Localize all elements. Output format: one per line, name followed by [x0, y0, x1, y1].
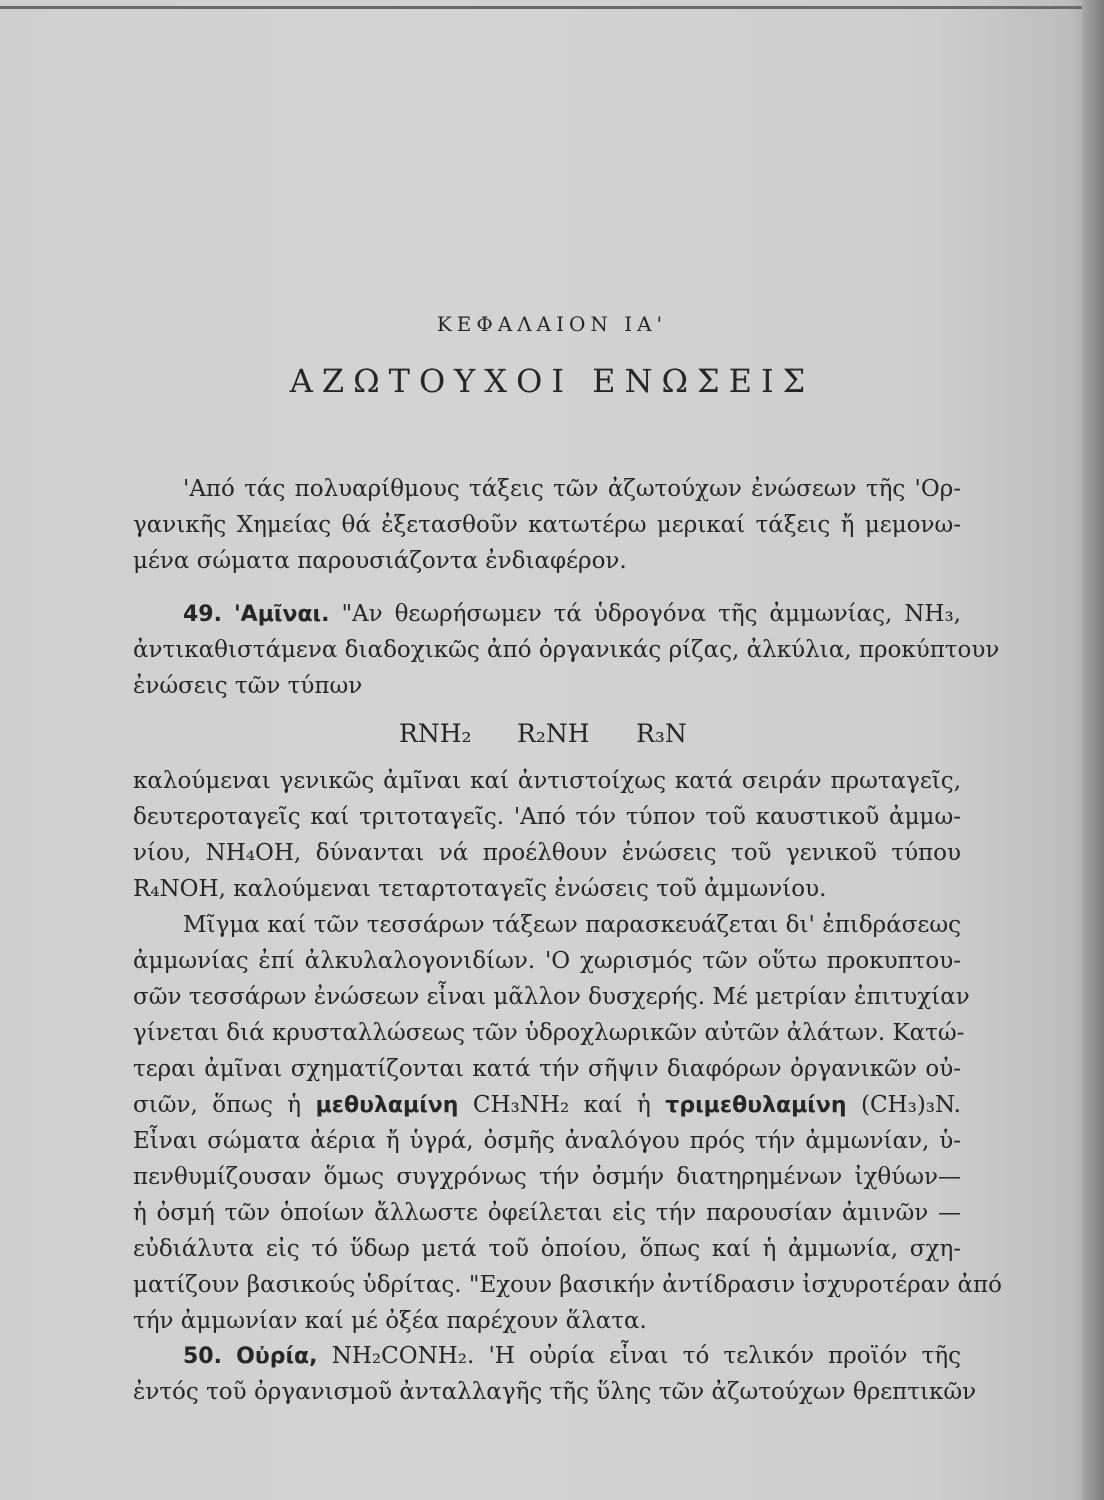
formula-tertiary-amine: R₃N [636, 719, 687, 748]
section-49-paragraph-2-line: ἡ ὀσμή τῶν ὁποίων ἄλλωστε ὀφείλεται εἰς τήν παρουσίαν ἀμινῶν — [133, 1200, 961, 1226]
section-49-line: ἐνώσεις τῶν τύπων [133, 673, 363, 699]
text-fragment: (CH₃)₃N. [846, 1092, 961, 1118]
section-49-line: R₄NOH, καλούμεναι τεταρτοταγεῖς ἐνώσεις τοῦ ἀμμωνίου. [133, 876, 827, 902]
section-50-line: ἐντός τοῦ ὀργανισμοῦ ἀνταλλαγῆς τῆς ὕλης τῶν ἀζωτούχων θρεπτικῶν [133, 1379, 977, 1405]
intro-line: μένα σώματα παρουσιάζοντα ἐνδιαφέρον. [133, 548, 627, 574]
term-trimethylamine: τριμεθυλαμίνη [665, 1093, 847, 1118]
section-49-paragraph-2-line: σῶν τεσσάρων ἐνώσεων εἶναι μᾶλλον δυσχερής. Μέ μετρίαν ἐπιτυχίαν [133, 984, 970, 1010]
section-50 [133, 1338, 977, 1410]
section-49-paragraph-2-line: γίνεται διά κρυσταλλώσεως τῶν ὑδροχλωρικῶν αὐτῶν ἀλάτων. Κατώ- [133, 1020, 965, 1046]
section-49-heading: 'Αμῖναι. [233, 602, 330, 627]
section-49-paragraph-2-line: Εἶναι σώματα ἀέρια ἤ ὑγρά, ὀσμῆς ἀναλόγου πρός τήν ἀμμωνίαν, ὑ- [133, 1128, 961, 1154]
section-49-bold-terms-line [133, 1087, 961, 1123]
section-49-line: δευτεροταγεῖς καί τριτοταγεῖς. 'Από τόν τύπον τοῦ καυστικοῦ ἀμμω- [133, 804, 961, 830]
intro-line: 'Από τάς πολυαρίθμους τάξεις τῶν ἀζωτούχων ἐνώσεων τῆς 'Ορ- [183, 476, 961, 502]
section-50-first-line-text: NH₂CONH₂. 'Η οὐρία εἶναι τό τελικόν προϊόν τῆς [331, 1343, 962, 1369]
section-49-paragraph-2-line: Μῖγμα καί τῶν τεσσάρων τάξεων παρασκευάζεται δι' ἐπιδράσεως [183, 912, 961, 938]
section-49-paragraph-2-line: εὐδιάλυτα εἰς τό ὕδωρ μετά τοῦ ὁποίου, ὅπως καί ἡ ἀμμωνία, σχη- [133, 1236, 961, 1262]
section-49-continued [133, 763, 1002, 1339]
section-49-number: 49. [183, 602, 222, 627]
term-methylamine: μεθυλαμίνη [315, 1093, 459, 1118]
section-49-line: ἀντικαθιστάμενα διαδοχικῶς ἀπό ὀργανικάς ρίζας, ἀλκύλια, προκύπτουν [133, 637, 1000, 663]
amine-formulas [0, 714, 1104, 754]
section-50-first-line [133, 1338, 961, 1374]
intro-paragraph [133, 471, 961, 579]
section-49-first-line-text: "Αν θεωρήσωμεν τά ὑδρογόνα τῆς ἀμμωνίας, NH₃, [341, 601, 961, 627]
section-49-line: καλούμεναι γενικῶς ἀμῖναι καί ἀντιστοίχως κατά σειράν πρωταγεῖς, [133, 768, 961, 794]
section-50-number: 50. [183, 1344, 222, 1369]
section-49-paragraph-2-line: ματίζουν βασικούς ὑδρίτας. "Εχουν βασικήν ἀντίδρασιν ἰσχυροτέραν ἀπό [133, 1272, 1002, 1298]
intro-line: γανικῆς Χημείας θά ἐξετασθοῦν κατωτέρω μερικαί τάξεις ἤ μεμονω- [133, 512, 961, 538]
page-top-border [0, 6, 1104, 9]
formula-primary-amine: RNH₂ [399, 719, 472, 748]
chapter-label: ΚΕΦΑΛΑΙΟΝ ΙΑ' [436, 312, 668, 336]
section-49-paragraph-2-line: τήν ἀμμωνίαν καί μέ ὀξέα παρέχουν ἅλατα. [133, 1308, 647, 1334]
text-fragment: σιῶν, ὅπως ἡ [133, 1092, 316, 1118]
text-fragment: CH₃NH₂ καί ἡ [458, 1092, 666, 1118]
section-49-paragraph-2-line: πενθυμίζουσαν ὅμως συγχρόνως τήν ὀσμήν διατηρημένων ἰχθύων— [133, 1164, 961, 1190]
section-49-line: νίου, NH₄OH, δύνανται νά προέλθουν ἐνώσεις τοῦ γενικοῦ τύπου [133, 840, 961, 866]
section-49 [133, 596, 1000, 704]
section-50-heading: Οὐρία, [236, 1344, 318, 1369]
formula-secondary-amine: R₂NH [517, 719, 590, 748]
section-49-paragraph-2-line: τεραι ἀμῖναι σχηματίζονται κατά τήν σῆψιν διαφόρων ὀργανικῶν οὐ- [133, 1056, 961, 1082]
chapter-title: ΑΖΩΤΟΥΧΟΙ ΕΝΩΣΕΙΣ [289, 362, 815, 400]
section-49-paragraph-2-line: ἀμμωνίας ἐπί ἀλκυλαλογονιδίων. 'Ο χωρισμός τῶν οὕτω προκυπτου- [133, 948, 961, 974]
section-49-first-line [133, 596, 961, 632]
